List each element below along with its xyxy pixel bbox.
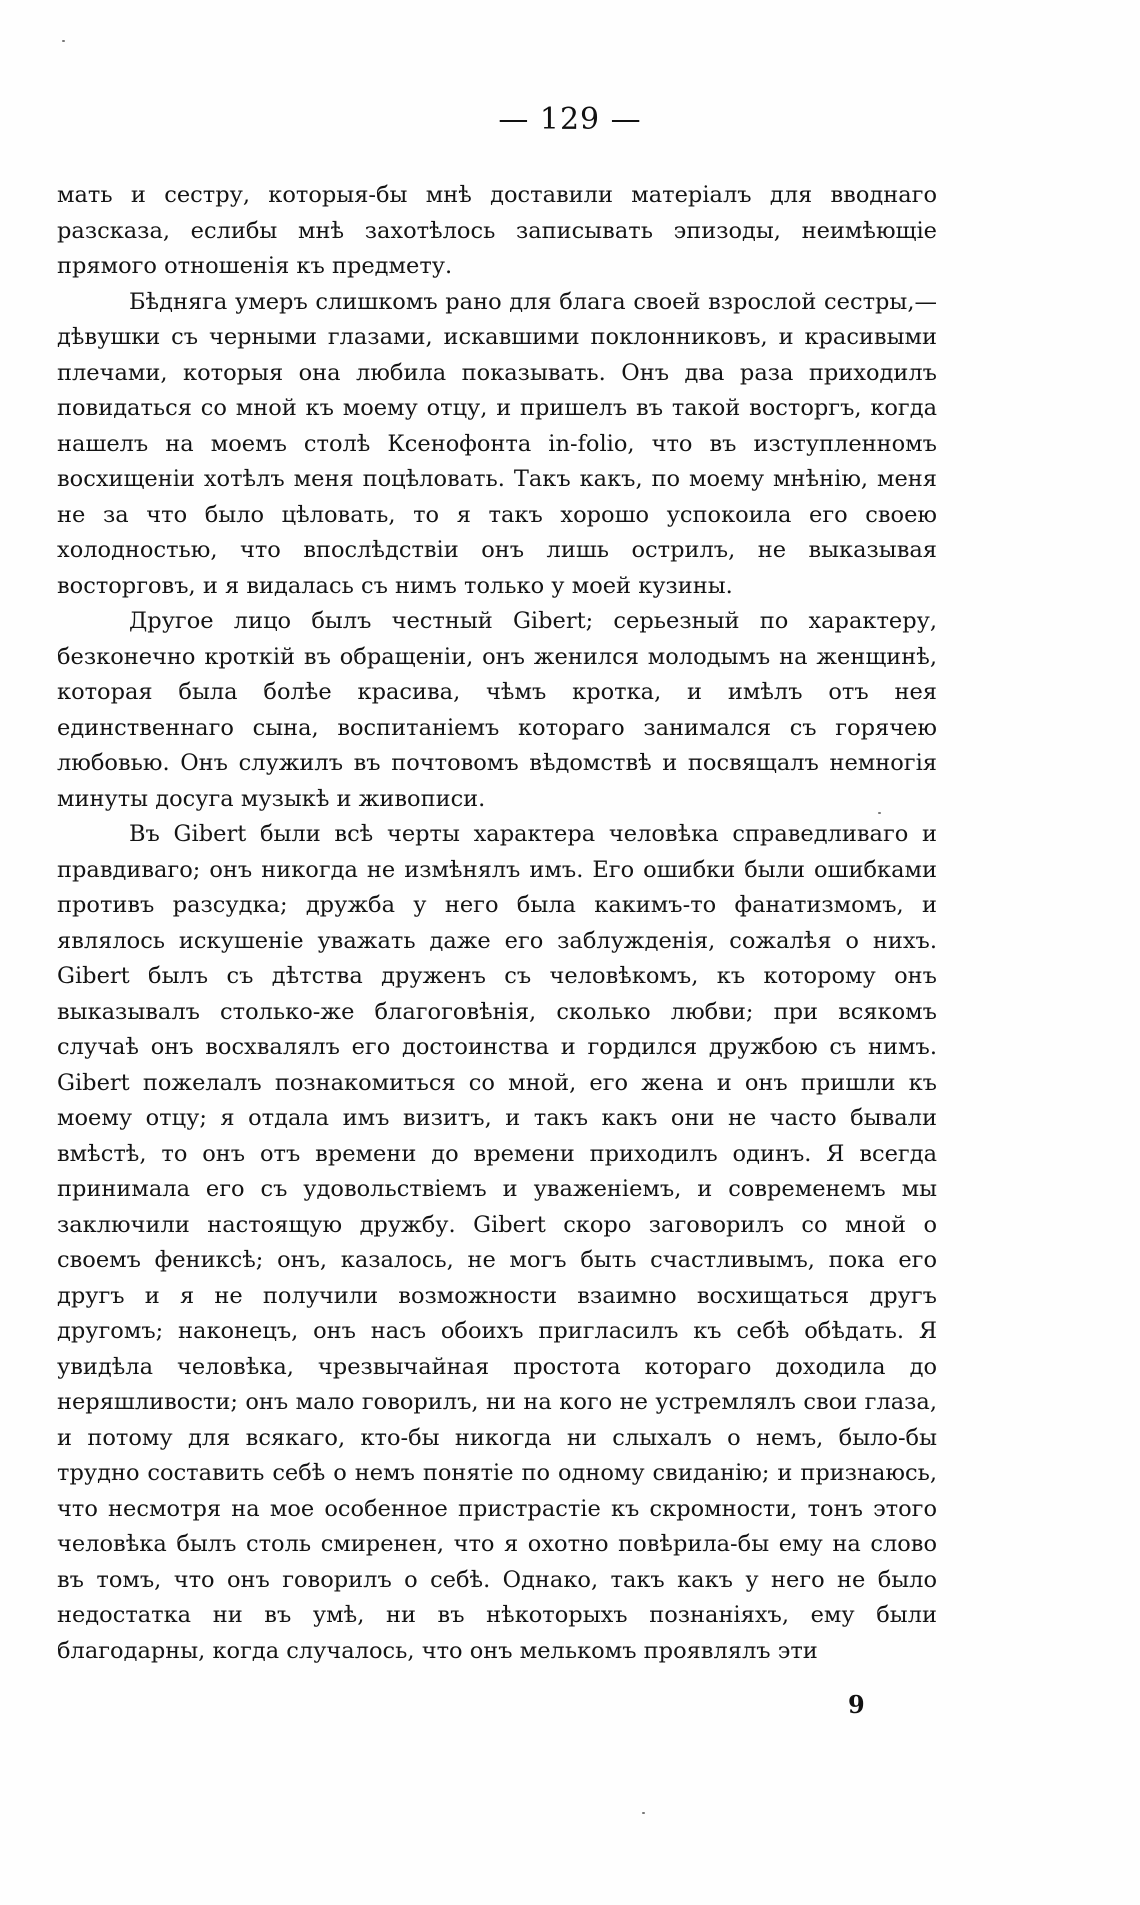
paragraph-continuation: мать и сестру, которыя-бы мнѣ доставили матеріалъ для вводнаго разсказа, еслибы мнѣ захотѣлось записывать эпизоды, неимѣющіе прямого отношенія къ предмету. bbox=[57, 182, 937, 279]
page-body-text bbox=[57, 178, 937, 1669]
paragraph: Въ Gibert были всѣ черты характера человѣка справедливаго и правдиваго; онъ никогда не измѣнялъ имъ. Его ошибки были ошибками противъ разсудка; дружба у него была какимъ-то фанатизмомъ, и являлось искушеніе уважать даже его заблужденія, сожалѣя о нихъ. Gibert былъ съ дѣтства друженъ съ человѣкомъ, къ которому онъ выказывалъ столько-же благоговѣнія, сколько любви; при всякомъ случаѣ онъ восхвалялъ его достоинства и гордился дружбою съ нимъ. Gibert пожелалъ познакомиться со мной, его жена и онъ пришли къ моему отцу; я отдала имъ визитъ, и такъ какъ они не часто бывали вмѣстѣ, то онъ отъ времени до времени приходилъ одинъ. Я всегда принимала его съ удовольствіемъ и уваженіемъ, и современемъ мы заключили настоящую дружбу. Gibert скоро заговорилъ со мной о своемъ фениксѣ; онъ, казалось, не могъ быть счастливымъ, пока его другъ и я не получили возможности взаимно восхищаться другъ другомъ; наконецъ, онъ насъ обоихъ пригласилъ къ себѣ обѣдать. Я увидѣла человѣка, чрезвычайная простота котораго доходила до неряшливости; онъ мало говорилъ, ни на кого не устремлялъ свои глаза, и потому для всякаго, кто-бы никогда ни слыхалъ о немъ, было-бы трудно составить себѣ о немъ понятіе по одному свиданію; и признаюсь, что несмотря на мое особенное пристрастіе къ скромности, тонъ этого человѣка былъ столь смиренен, что я охотно повѣрила-бы ему на слово въ томъ, что онъ говорилъ о себѣ. Однако, такъ какъ у него не было недостатка ни въ умѣ, ни въ нѣкоторыхъ познаніяхъ, ему были благодарны, когда случалось, что онъ мелькомъ проявлялъ эти bbox=[57, 821, 937, 1664]
print-speck bbox=[642, 1812, 645, 1814]
paragraph: Другое лицо былъ честный Gibert; серьезный по характеру, безконечно кроткій въ обращеніи, онъ женился молодымъ на женщинѣ, которая была болѣе красива, чѣмъ кротка, и имѣлъ отъ нея единственнаго сына, воспитаніемъ котораго занимался съ горячею любовью. Онъ служилъ въ почтовомъ вѣдомствѣ и посвящалъ немногія минуты досуга музыкѣ и живописи. bbox=[57, 608, 937, 812]
signature-mark: 9 bbox=[848, 1690, 865, 1719]
page-number-header: — 129 — bbox=[498, 102, 642, 137]
print-speck bbox=[62, 40, 65, 42]
paragraph: Бѣдняга умеръ слишкомъ рано для блага своей взрослой сестры,— дѣвушки съ черными глазами, искавшими поклонниковъ, и красивыми плечами, которыя она любила показывать. Онъ два раза приходилъ повидаться со мной къ моему отцу, и пришелъ въ такой восторгъ, когда нашелъ на моемъ столѣ Ксенофонта in-folio, что въ изступленномъ восхищеніи хотѣлъ меня поцѣловать. Такъ какъ, по моему мнѣнію, меня не за что было цѣловать, то я такъ хорошо успокоила его своею холодностью, что впослѣдствіи онъ лишь острилъ, не выказывая восторговъ, и я видалась съ нимъ только у моей кузины. bbox=[57, 288, 937, 599]
